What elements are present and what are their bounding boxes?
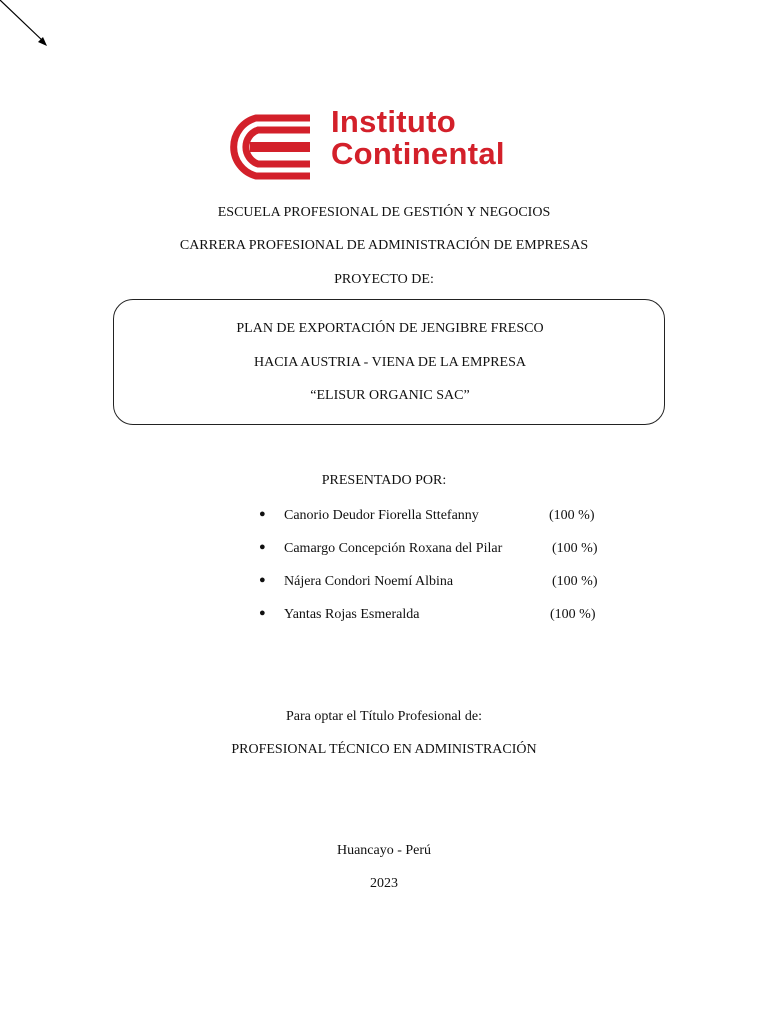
project-title-line-3: “ELISUR ORGANIC SAC” [310,388,470,403]
author-percentage: (100 %) [550,607,596,622]
project-title-box [113,299,665,425]
author-name: Nájera Condori Noemí Albina [284,574,454,589]
school-name: ESCUELA PROFESIONAL DE GESTIÓN Y NEGOCIOS [217,205,551,220]
location: Huancayo - Perú [336,843,432,858]
degree-title: PROFESIONAL TÉCNICO EN ADMINISTRACIÓN [231,742,537,757]
logo-line-1: Instituto [331,104,456,139]
presented-by-label: PRESENTADO POR: [321,473,447,488]
continental-logo-icon [222,112,322,182]
logo-line-2: Continental [331,136,505,171]
bullet-icon: ● [259,607,266,619]
author-item [259,574,619,594]
author-item [259,541,619,561]
logo-wordmark [331,106,505,170]
bullet-icon: ● [259,508,266,520]
year: 2023 [370,876,398,891]
author-name: Camargo Concepción Roxana del Pilar [284,541,503,556]
bullet-icon: ● [259,574,266,586]
bullet-icon: ● [259,541,266,553]
author-percentage: (100 %) [552,541,598,556]
author-percentage: (100 %) [552,574,598,589]
arrow-line-icon [0,0,60,60]
project-title-line-1: PLAN DE EXPORTACIÓN DE JENGIBRE FRESCO [236,321,544,336]
institution-logo [222,104,552,182]
author-percentage: (100 %) [549,508,595,523]
project-title-line-2: HACIA AUSTRIA - VIENA DE LA EMPRESA [254,355,526,370]
author-item [259,508,619,528]
author-item [259,607,619,627]
career-name: CARRERA PROFESIONAL DE ADMINISTRACIÓN DE EMPRESAS [179,238,589,253]
author-name: Yantas Rojas Esmeralda [284,607,420,622]
project-label: PROYECTO DE: [334,272,434,287]
author-name: Canorio Deudor Fiorella Sttefanny [284,508,479,523]
degree-intro: Para optar el Título Profesional de: [285,709,483,724]
